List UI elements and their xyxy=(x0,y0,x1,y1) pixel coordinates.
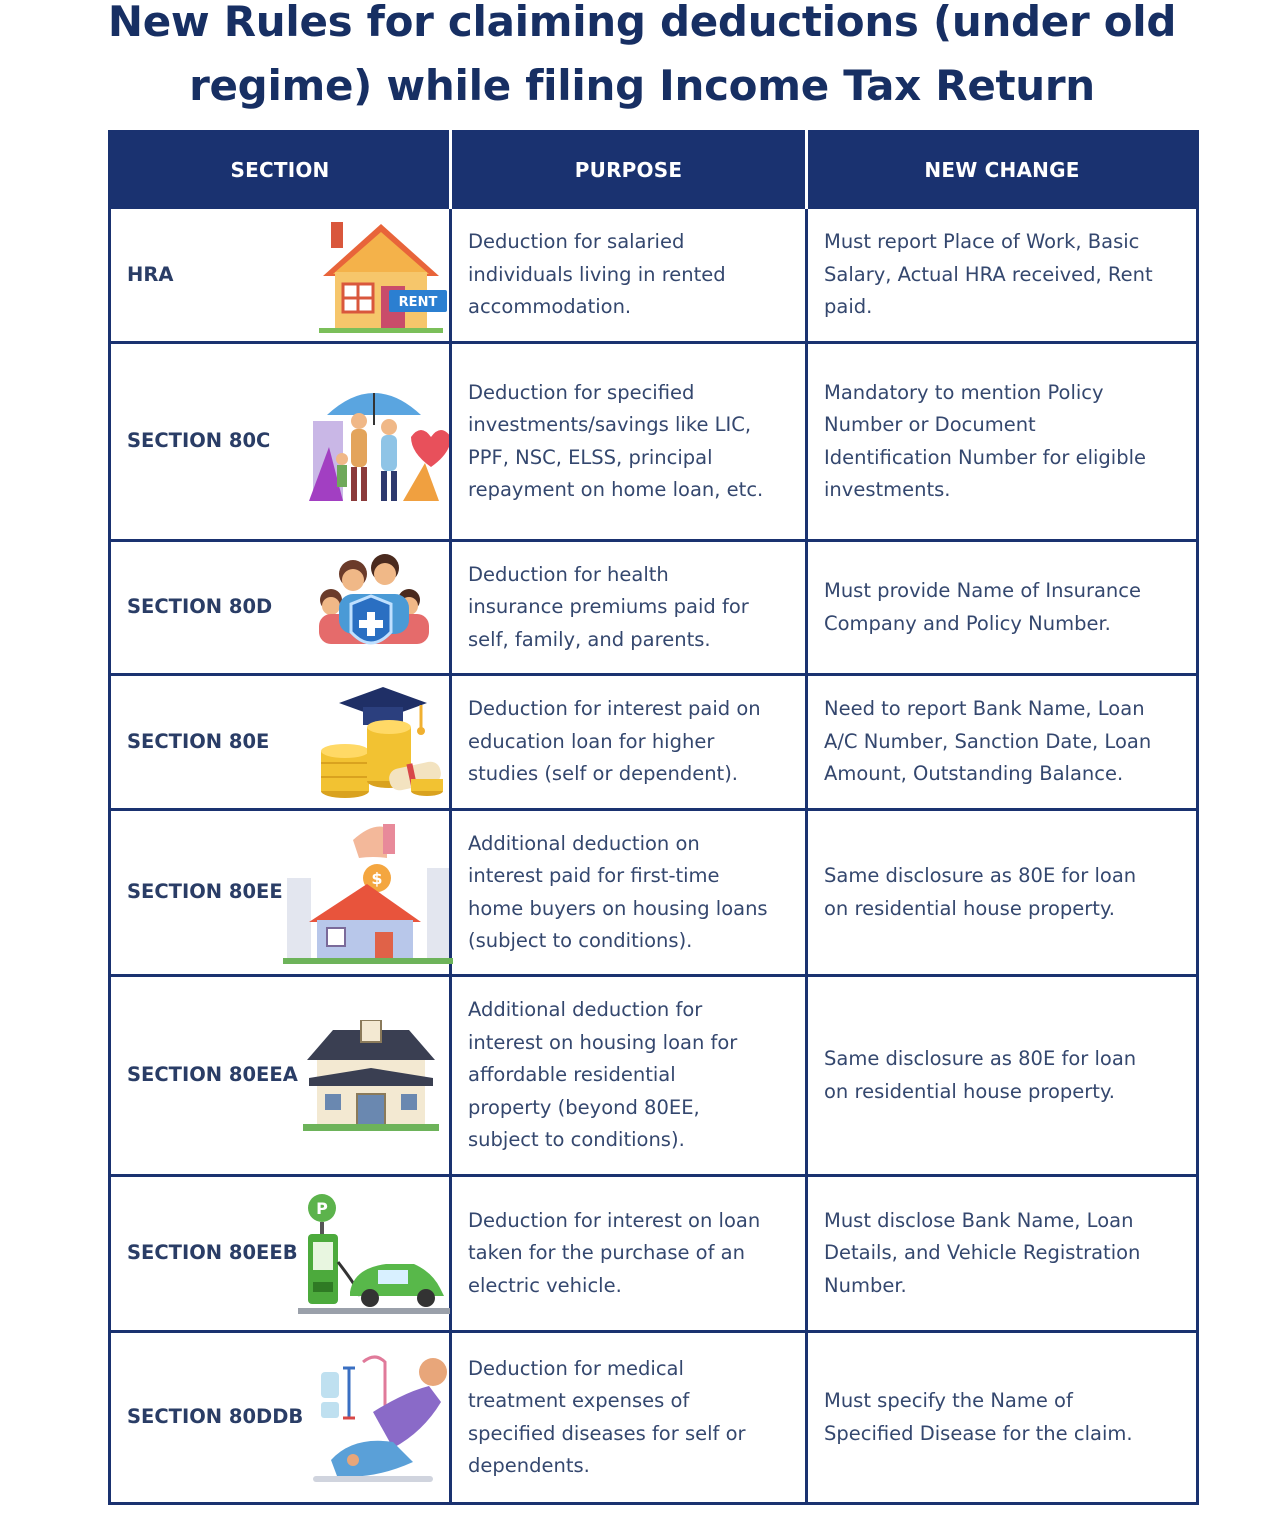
change-line: Same disclosure as 80E for loan xyxy=(824,1047,1137,1070)
purpose-line: home buyers on housing loans xyxy=(468,896,768,920)
table-row xyxy=(110,976,1198,1176)
change-line: Must report Place of Work, Basic xyxy=(824,230,1140,254)
table-row xyxy=(110,208,1198,343)
charger-sign-text: P xyxy=(315,1198,328,1218)
purpose-cell xyxy=(451,541,807,675)
purpose-cell xyxy=(451,208,807,343)
purpose-line: Deduction for health xyxy=(468,562,669,586)
house-rent-icon xyxy=(319,216,449,334)
svg-text:$: $ xyxy=(371,868,383,888)
purpose-line: Additional deduction for xyxy=(468,998,703,1022)
family-umbrella-icon xyxy=(299,377,449,507)
purpose-line: insurance premiums paid for xyxy=(468,595,749,619)
deductions-table xyxy=(108,130,1199,1505)
section-label: SECTION 80E xyxy=(127,729,270,753)
table-row xyxy=(110,343,1198,541)
section-label: SECTION 80EE xyxy=(127,880,283,904)
change-line: A/C Number, Sanction Date, Loan xyxy=(824,729,1152,753)
page-title-line-2: regime) while filing Income Tax Return xyxy=(189,61,1095,110)
new-change-cell xyxy=(807,208,1198,343)
section-label: SECTION 80EEA xyxy=(127,1063,298,1087)
change-line: Mandatory to mention Policy xyxy=(824,380,1104,404)
change-line: Same disclosure as 80E for loan xyxy=(824,864,1137,887)
purpose-line: specified diseases for self or xyxy=(468,1421,746,1445)
purpose-line: education loan for higher xyxy=(468,729,715,753)
purpose-line: electric vehicle. xyxy=(468,1273,622,1297)
section-cell xyxy=(110,208,451,343)
new-change-cell xyxy=(807,675,1198,810)
purpose-cell xyxy=(451,343,807,541)
section-label: HRA xyxy=(127,262,174,286)
new-change-cell xyxy=(807,541,1198,675)
purpose-line: investments/savings like LIC, xyxy=(468,413,752,436)
change-line: Specified Disease for the claim. xyxy=(824,1421,1133,1445)
new-change-cell xyxy=(807,1176,1198,1332)
header-purpose: PURPOSE xyxy=(451,132,807,208)
header-section: SECTION xyxy=(110,132,451,208)
section-cell xyxy=(110,810,451,976)
residential-house-icon xyxy=(303,1020,439,1132)
section-cell xyxy=(110,675,451,810)
medical-patient-drip-icon xyxy=(313,1352,449,1484)
page-title-line-1: New Rules for claiming deductions (under old xyxy=(107,0,1177,46)
rent-sign-text: RENT xyxy=(398,295,438,310)
family-health-shield-icon xyxy=(309,548,449,668)
change-line: Identification Number for eligible xyxy=(824,445,1147,469)
purpose-line: taken for the purchase of an xyxy=(468,1241,745,1265)
purpose-line: Deduction for specified xyxy=(468,380,695,404)
section-cell xyxy=(110,343,451,541)
purpose-line: studies (self or dependent). xyxy=(468,762,739,786)
purpose-line: interest paid for first-time xyxy=(468,864,720,887)
change-line: Amount, Outstanding Balance. xyxy=(824,762,1124,786)
purpose-cell xyxy=(451,976,807,1176)
section-cell xyxy=(110,1176,451,1332)
purpose-cell xyxy=(451,810,807,976)
section-cell xyxy=(110,976,451,1176)
change-line: Need to report Bank Name, Loan xyxy=(824,697,1145,721)
change-line: paid. xyxy=(824,295,873,319)
purpose-line: dependents. xyxy=(468,1454,590,1477)
hand-coin-house-icon xyxy=(283,818,453,968)
electric-vehicle-charging-icon xyxy=(298,1192,450,1316)
purpose-line: Deduction for interest on loan xyxy=(468,1208,761,1232)
section-label: SECTION 80EEB xyxy=(127,1241,298,1265)
table-row xyxy=(110,1176,1198,1332)
purpose-line: subject to conditions). xyxy=(468,1128,685,1152)
change-line: Must specify the Name of xyxy=(824,1389,1073,1412)
purpose-cell xyxy=(451,1176,807,1332)
new-change-cell xyxy=(807,810,1198,976)
change-line: on residential house property. xyxy=(824,1079,1115,1103)
new-change-cell xyxy=(807,343,1198,541)
purpose-line: affordable residential xyxy=(468,1063,676,1087)
change-line: on residential house property. xyxy=(824,896,1115,920)
change-line: Number. xyxy=(824,1273,907,1297)
purpose-line: Deduction for medical xyxy=(468,1356,684,1380)
purpose-line: Deduction for interest paid on xyxy=(468,697,761,721)
change-line: Must provide Name of Insurance xyxy=(824,579,1142,602)
change-line: Company and Policy Number. xyxy=(824,611,1111,635)
section-label: SECTION 80D xyxy=(127,595,273,619)
table-row xyxy=(110,675,1198,810)
purpose-line: accommodation. xyxy=(468,295,632,319)
table-row xyxy=(110,1332,1198,1504)
section-cell xyxy=(110,1332,451,1504)
change-line: investments. xyxy=(824,478,951,501)
purpose-line: repayment on home loan, etc. xyxy=(468,478,764,501)
purpose-line: property (beyond 80EE, xyxy=(468,1095,700,1119)
section-label: SECTION 80C xyxy=(127,429,271,453)
change-line: Salary, Actual HRA received, Rent xyxy=(824,262,1153,286)
purpose-line: (subject to conditions). xyxy=(468,929,693,952)
purpose-cell xyxy=(451,1332,807,1504)
table-header-row xyxy=(110,132,1198,208)
table-row xyxy=(110,810,1198,976)
change-line: Details, and Vehicle Registration xyxy=(824,1241,1141,1265)
purpose-cell xyxy=(451,675,807,810)
purpose-line: Additional deduction on xyxy=(468,831,700,855)
purpose-line: Deduction for salaried xyxy=(468,230,685,254)
header-new-change: NEW CHANGE xyxy=(807,132,1198,208)
new-change-cell xyxy=(807,1332,1198,1504)
purpose-line: treatment expenses of xyxy=(468,1389,690,1412)
change-line: Must disclose Bank Name, Loan xyxy=(824,1208,1134,1232)
table-row xyxy=(110,541,1198,675)
purpose-line: PPF, NSC, ELSS, principal xyxy=(468,445,713,469)
graduation-coins-icon xyxy=(309,681,449,803)
new-change-cell xyxy=(807,976,1198,1176)
purpose-line: self, family, and parents. xyxy=(468,627,711,651)
purpose-line: individuals living in rented xyxy=(468,262,726,286)
section-cell xyxy=(110,541,451,675)
change-line: Number or Document xyxy=(824,413,1036,436)
purpose-line: interest on housing loan for xyxy=(468,1030,738,1054)
section-label: SECTION 80DDB xyxy=(127,1405,304,1429)
page-title xyxy=(0,0,1284,118)
